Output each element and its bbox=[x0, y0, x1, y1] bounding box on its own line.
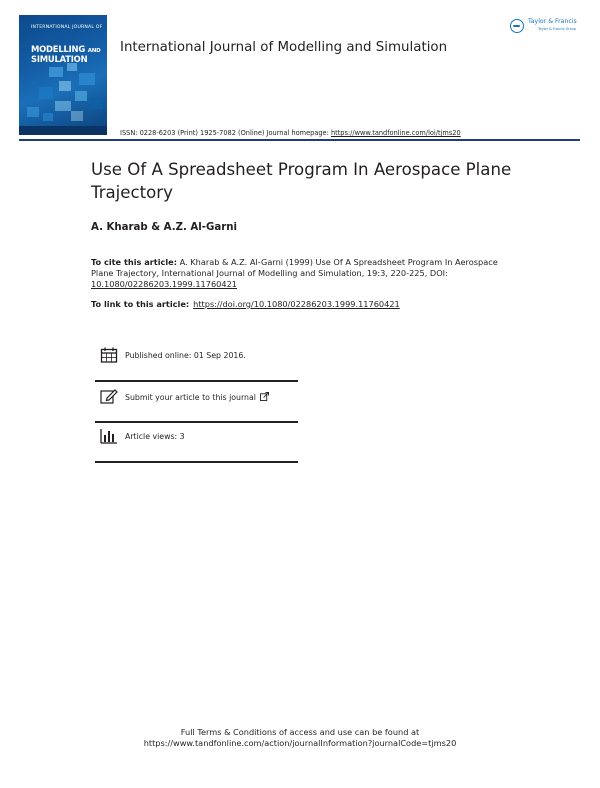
bar-chart-icon bbox=[100, 428, 118, 444]
footer-terms-link[interactable]: https://www.tandfonline.com/action/journalInformation?journalCode=tjms20 bbox=[143, 738, 457, 748]
row-divider bbox=[95, 380, 298, 382]
citation-block bbox=[91, 257, 521, 290]
cover-title-line1: MODELLING AND bbox=[31, 44, 101, 54]
cover-mosaic-graphic bbox=[19, 63, 107, 125]
article-authors: A. Kharab & A.Z. Al-Garni bbox=[91, 222, 238, 233]
citation-doi-link[interactable]: 10.1080/02286203.1999.11760421 bbox=[91, 279, 238, 289]
publisher-circle-icon bbox=[510, 19, 524, 33]
external-link-icon bbox=[260, 392, 269, 401]
cover-small-title: INTERNATIONAL JOURNAL OF bbox=[31, 25, 103, 30]
cover-footer-band bbox=[19, 126, 107, 135]
calendar-icon bbox=[100, 347, 118, 363]
publisher-logo[interactable] bbox=[510, 16, 582, 38]
article-doi-link[interactable]: https://doi.org/10.1080/02286203.1999.11760421 bbox=[193, 299, 400, 309]
published-date-text: Published online: 01 Sep 2016. bbox=[125, 351, 246, 360]
publisher-name: Taylor & Francis bbox=[528, 18, 577, 25]
row-divider bbox=[95, 421, 298, 423]
submit-article-link[interactable]: Submit your article to this journal bbox=[125, 392, 269, 402]
footer bbox=[0, 727, 600, 749]
footer-terms-text: Full Terms & Conditions of access and use can be found at bbox=[180, 727, 420, 737]
submit-row[interactable] bbox=[100, 388, 300, 406]
publisher-tagline: Taylor & Francis Group bbox=[538, 27, 577, 31]
article-link-line bbox=[91, 299, 400, 309]
journal-cover-image bbox=[19, 15, 107, 135]
cover-title-line2: SIMULATION bbox=[31, 54, 88, 64]
published-row bbox=[100, 347, 300, 365]
issn-line bbox=[120, 129, 461, 137]
link-label: To link to this article: bbox=[91, 299, 190, 309]
citation-label: To cite this article: bbox=[91, 257, 177, 267]
views-row bbox=[100, 428, 300, 446]
journal-name: International Journal of Modelling and Simulation bbox=[120, 40, 448, 55]
article-title: Use Of A Spreadsheet Program In Aerospace Plane Trajectory bbox=[91, 160, 512, 202]
issn-text: ISSN: 0228-6203 (Print) 1925-7082 (Online) Journal homepage: bbox=[120, 129, 331, 137]
journal-homepage-link[interactable]: https://www.tandfonline.com/loi/tjms20 bbox=[330, 129, 461, 137]
citation-text: A. Kharab & A.Z. Al-Garni (1999) Use Of A Spreadsheet Program In Aerospace Plane Trajectory, International Journal of Modelling and Simulation, 19:3, 220-225, DOI: bbox=[91, 257, 498, 278]
header-divider bbox=[19, 139, 580, 141]
edit-icon bbox=[100, 388, 118, 404]
article-views-text: Article views: 3 bbox=[125, 432, 185, 441]
row-divider bbox=[95, 461, 298, 463]
